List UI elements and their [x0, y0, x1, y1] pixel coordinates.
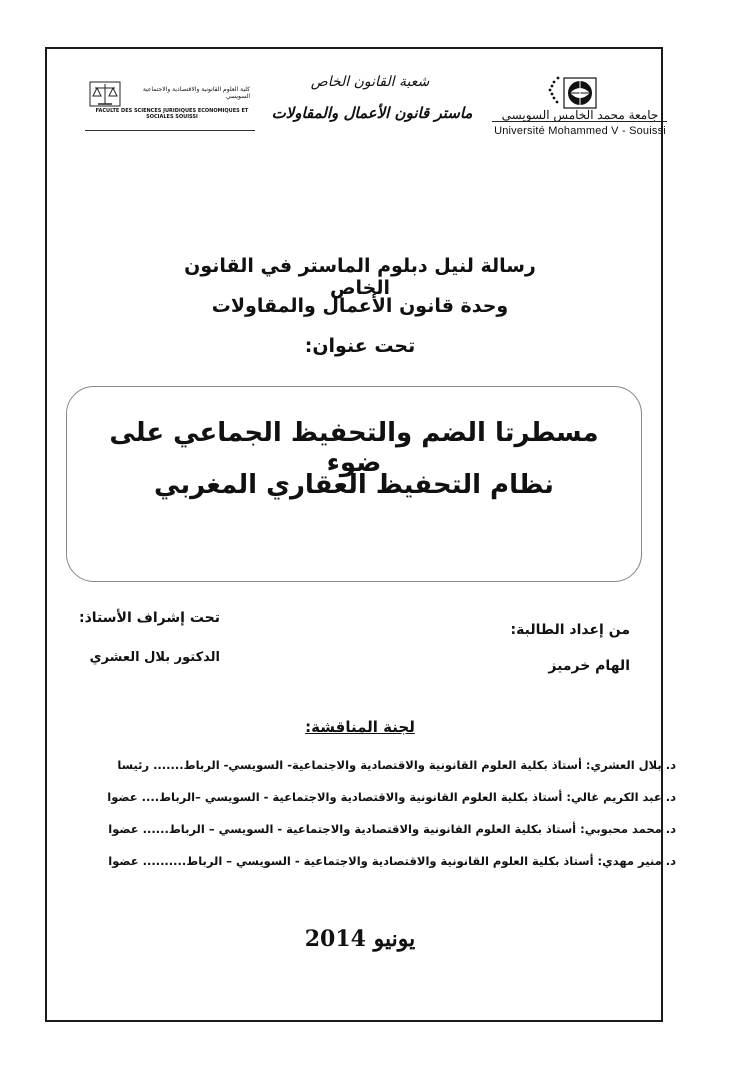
- jury-member: د. بلال العشري: أستاذ بكلية العلوم القانونية والاقتصادية والاجتماعية- السويسي- الرباط....... رئيسا: [117, 758, 676, 772]
- university-rule: [492, 121, 667, 122]
- faculty-arabic-name: كلية العلوم القانونية والاقتصادية والاجتماعية السويسي: [142, 86, 250, 100]
- master-program: ماستر قانون الأعمال والمقاولات: [271, 104, 473, 122]
- defense-date: يونيو 2014: [304, 926, 416, 952]
- jury-title: لجنة المناقشة:: [305, 718, 415, 736]
- thesis-title-line1: مسطرتا الضم والتحفيظ الجماعي على ضوء: [109, 418, 599, 478]
- supervisor-name: الدكتور بلال العشري: [89, 650, 220, 665]
- jury-member: د. منير مهدي: أستاذ بكلية العلوم القانونية والاقتصادية والاجتماعية - السويسي – الرباط.......... عضوا: [108, 854, 676, 868]
- student-label: من إعداد الطالبة:: [510, 622, 630, 638]
- university-french-name: Université Mohammed V - Souissi: [494, 125, 666, 137]
- thesis-unit: وحدة قانون الأعمال والمقاولات: [211, 295, 509, 317]
- department-name: شعبة القانون الخاص: [310, 74, 430, 90]
- thesis-purpose: رسالة لنيل دبلوم الماستر في القانون الخاص: [184, 255, 536, 299]
- supervisor-label: تحت إشراف الأستاذ:: [79, 610, 220, 626]
- thesis-title-line2: نظام التحفيظ العقاري المغربي: [154, 470, 554, 500]
- university-arabic-name: جامعة محمد الخامس السويسي: [501, 108, 659, 122]
- jury-member: د. محمد محبوبي: أستاذ بكلية العلوم القانونية والاقتصادية والاجتماعية - السويسي – الرباط...... عضوا: [108, 822, 676, 836]
- faculty-rule: [85, 130, 255, 131]
- student-name: الهام خرميز: [548, 658, 630, 674]
- title-label: تحت عنوان:: [304, 335, 416, 357]
- jury-member: د. عبد الكريم غالي: أستاذ بكلية العلوم القانونية والاقتصادية والاجتماعية - السويسي –الرباط.... عضوا: [107, 790, 676, 804]
- faculty-french-name: FACULTE DES SCIENCES JURIDIQUES ECONOMIQUES ET SOCIALES SOUISSI: [95, 108, 249, 120]
